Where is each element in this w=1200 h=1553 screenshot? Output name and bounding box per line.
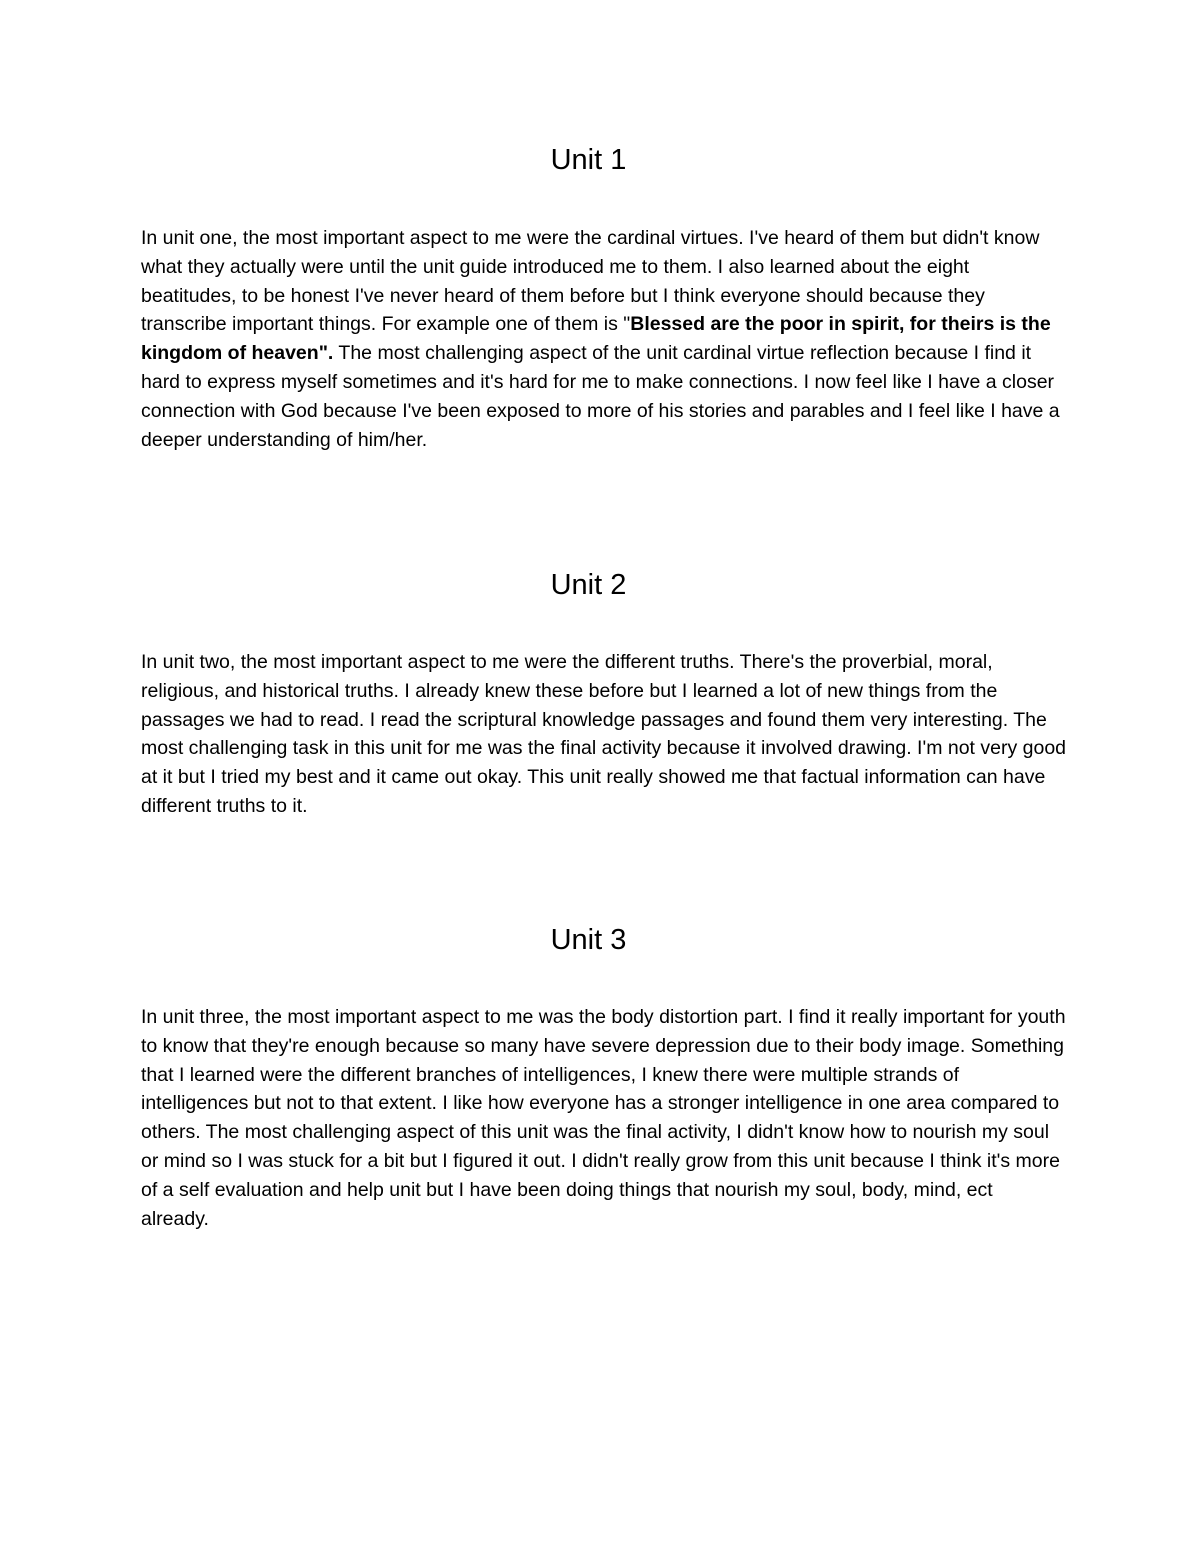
- unit-1-heading: Unit 1: [550, 144, 627, 176]
- unit-1-paragraph: [141, 224, 1066, 454]
- unit-2-heading: Unit 2: [550, 569, 627, 601]
- beatitude-quote: Blessed are the poor in spirit, for theirs is the kingdom of heaven".: [141, 313, 1051, 365]
- unit-1-section: [141, 142, 1066, 454]
- unit-3-paragraph: In unit three, the most important aspect to me was the body distortion part. I find it really important for youth to know that they're enough because so many have severe depression due to their body image. Something that I learned were the different branches of intelligences, I knew there were multiple strands of intelligences but not to that extent. I like how everyone has a stronger intelligence in one area compared to others. The most challenging aspect of this unit was the final activity, I didn't know how to nourish my soul or mind so I was stuck for a bit but I figured it out. I didn't really grow from this unit because I think it's more of a self evaluation and help unit but I have been doing things that nourish my soul, body, mind, ect already.: [141, 1006, 1066, 1230]
- unit-1-text-end: The most challenging aspect of the unit cardinal virtue reflection because I find it hard to express myself sometimes and it's hard for me to make connections. I now feel like I have a closer connection with God because I've been exposed to more of his stories and parables and I feel like I have a deeper understanding of him/her.: [141, 342, 1060, 451]
- unit-2-paragraph: In unit two, the most important aspect to me were the different truths. There's the proverbial, moral, religious, and historical truths. I already knew these before but I learned a lot of new things from the passages we had to read. I read the scriptural knowledge passages and found them very interesting. The most challenging task in this unit for me was the final activity because it involved drawing. I'm not very good at it but I tried my best and it came out okay. This unit really showed me that factual information can have different truths to it.: [141, 651, 1067, 817]
- unit-1-text-start: In unit one, the most important aspect to me were the cardinal virtues. I've heard of them but didn't know what they actually were until the unit guide introduced me to them. I also learned about the eight beatitudes, to be honest I've never heard of them before but I think everyone should because they transcribe important things. For example one of them is ": [141, 227, 1040, 336]
- unit-3-heading: Unit 3: [550, 924, 627, 956]
- unit-3-section: [141, 922, 1066, 1233]
- unit-2-section: [141, 567, 1066, 821]
